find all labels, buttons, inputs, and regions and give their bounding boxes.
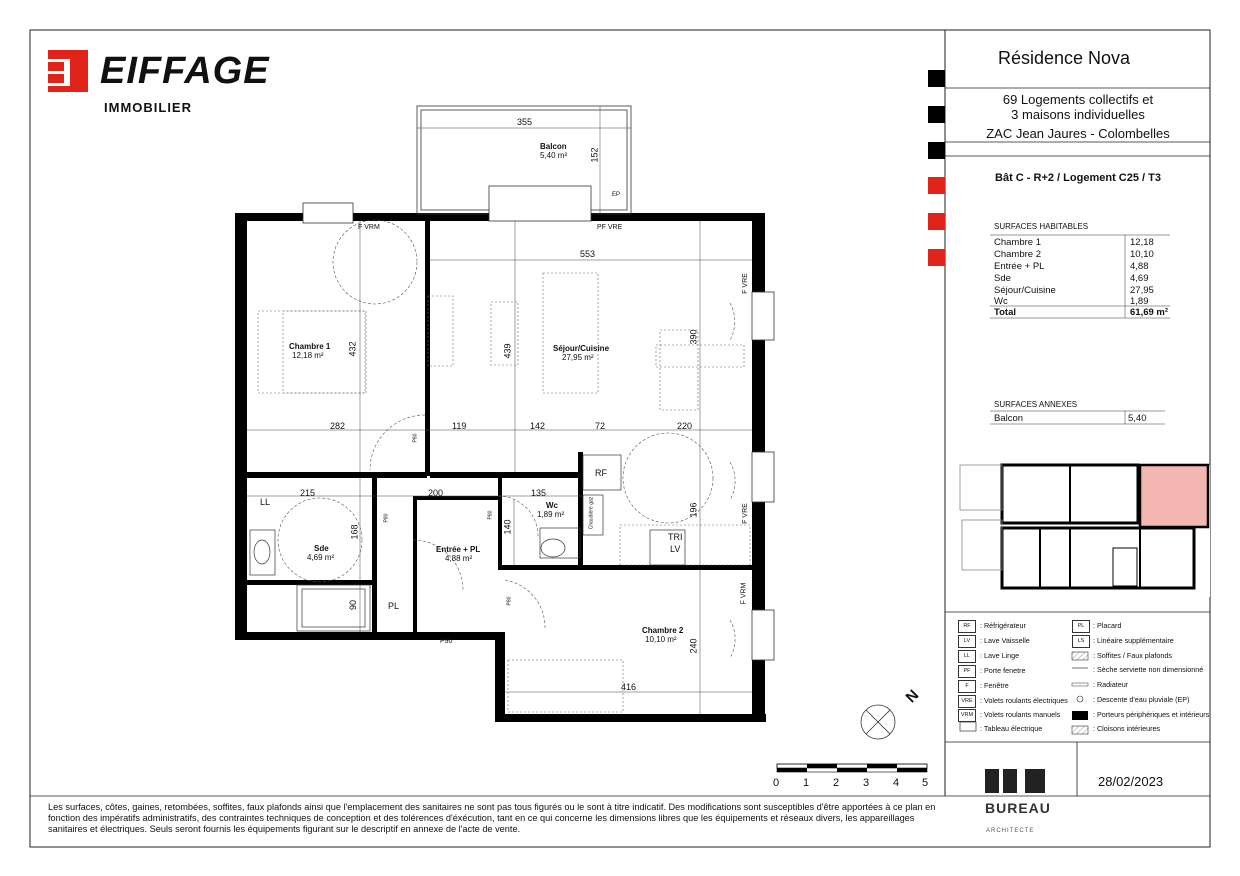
legend-code: VRE — [958, 695, 976, 708]
legend-code: PF — [958, 665, 976, 678]
dim-140: 140 — [502, 519, 513, 535]
dim-215: 215 — [300, 488, 316, 498]
label-f-vrm-top: F VRM — [358, 224, 380, 231]
door-swings — [278, 220, 735, 658]
surface-row-value: 10,10 — [1130, 249, 1154, 260]
dim-553: 553 — [580, 249, 596, 259]
label-f-vrm-right: F VRM — [740, 582, 748, 605]
surface-row-value: 27,95 — [1130, 285, 1154, 296]
legend-code: F — [958, 680, 976, 693]
brand-subtitle: IMMOBILIER — [104, 100, 192, 115]
dim-439: 439 — [502, 343, 513, 359]
legend-label: : Réfrigérateur — [980, 621, 1026, 630]
scale-tick: 5 — [922, 777, 929, 789]
label-f-vre-2: F VRE — [741, 503, 749, 524]
label-p80-1: P80 — [412, 433, 419, 443]
label-p90-bottom: P90 — [440, 638, 453, 645]
dim-72: 72 — [595, 421, 606, 431]
plan-walls — [235, 213, 766, 722]
dim-119: 119 — [452, 421, 467, 431]
north-arrow — [861, 705, 895, 739]
label-lv: LV — [670, 544, 681, 554]
north-label: N — [902, 686, 923, 707]
room-entree-name: Entrée + PL — [436, 545, 481, 554]
legend-code: LL — [958, 650, 976, 663]
surface-row-name: Sde — [994, 273, 1011, 284]
dim-282: 282 — [330, 421, 346, 431]
scale-tick: 3 — [863, 777, 870, 789]
key-plan — [960, 465, 1210, 597]
label-tri: TRI — [668, 532, 683, 542]
legend-code: VRM — [958, 709, 976, 722]
surface-row-name: Chambre 2 — [994, 249, 1041, 260]
dim-142: 142 — [530, 421, 546, 431]
dim-90: 90 — [348, 599, 359, 611]
legend-label: : Sèche serviette non dimensionné — [1093, 665, 1204, 674]
legend-code: PL — [1072, 620, 1090, 633]
dim-196: 196 — [688, 502, 699, 518]
dim-135: 135 — [531, 488, 547, 498]
surface-row-value: 4,88 — [1130, 261, 1149, 272]
label-p80-3: P80 — [487, 510, 494, 520]
legend-label: : Linéaire supplémentaire — [1093, 636, 1174, 645]
dim-200: 200 — [428, 488, 444, 498]
annexe-row-name: Balcon — [994, 413, 1024, 424]
surface-total-value: 61,69 m² — [1130, 307, 1169, 318]
legend-label: : Soffites / Faux plafonds — [1093, 651, 1172, 660]
surface-row-value: 12,18 — [1130, 237, 1154, 248]
legend-code: RF — [958, 620, 976, 633]
architect-logo-mark — [985, 769, 1045, 793]
dim-390: 390 — [688, 329, 699, 345]
legend-label: : Fenêtre — [980, 681, 1009, 690]
label-ll: LL — [260, 497, 271, 507]
legend-label: : Radiateur — [1093, 680, 1129, 689]
legend-label: : Volets roulants électriques — [980, 696, 1068, 705]
surface-row-name: Wc — [994, 296, 1008, 307]
legend-label: : Cloisons intérieures — [1093, 724, 1161, 733]
surfaces-annexes-heading: SURFACES ANNEXES — [994, 400, 1078, 409]
location: ZAC Jean Jaures - Colombelles — [986, 126, 1170, 141]
legend-symbols — [960, 652, 1088, 734]
scale-tick: 4 — [893, 777, 900, 789]
legend-label: : Porte fenetre — [980, 666, 1026, 675]
legend-label: : Porteurs périphériques et intérieurs — [1093, 710, 1210, 719]
surface-row-name: Séjour/Cuisine — [994, 285, 1056, 296]
label-p80-2: P80 — [383, 513, 390, 523]
label-pl: PL — [388, 601, 400, 611]
scale-tick: 0 — [773, 777, 780, 789]
legend-label: : Descente d'eau pluviale (EP) — [1093, 695, 1190, 704]
dim-355: 355 — [517, 117, 533, 127]
annexe-row-value: 5,40 — [1128, 413, 1147, 424]
room-entree-area: 4,88 m² — [445, 554, 473, 563]
room-balcon-name: Balcon — [540, 142, 567, 151]
room-chambre1-name: Chambre 1 — [289, 342, 331, 351]
description-line-1: 69 Logements collectifs et — [1002, 92, 1154, 107]
room-chambre2-area: 10,10 m² — [645, 635, 677, 644]
dim-432: 432 — [347, 341, 358, 357]
architect-logo-text: BUREAU — [985, 800, 1051, 816]
room-sde-area: 4,69 m² — [307, 553, 335, 562]
dim-240: 240 — [688, 638, 699, 654]
legend-label: : Placard — [1093, 621, 1122, 630]
surface-row-value: 1,89 — [1130, 296, 1149, 307]
surface-row-value: 4,69 — [1130, 273, 1149, 284]
label-pf-vre: PF VRE — [597, 224, 623, 231]
description-line-2: 3 maisons individuelles — [1011, 107, 1145, 122]
legend-label: : Lave Linge — [980, 651, 1020, 660]
dim-152: 152 — [589, 147, 600, 163]
surface-total-label: Total — [994, 307, 1016, 318]
plan-date: 28/02/2023 — [1098, 774, 1164, 789]
room-chambre1-area: 12,18 m² — [292, 351, 324, 360]
scale-tick: 2 — [833, 777, 840, 789]
dim-168: 168 — [349, 524, 360, 540]
legend-label: : Tableau électrique — [980, 724, 1043, 733]
label-chaudiere: Chaudière gaz — [588, 496, 595, 530]
room-chambre2-name: Chambre 2 — [642, 626, 684, 635]
room-wc-area: 1,89 m² — [537, 510, 565, 519]
scale-bar — [777, 764, 927, 772]
room-wc-name: Wc — [546, 501, 558, 510]
lot-title: Bât C - R+2 / Logement C25 / T3 — [995, 172, 1161, 184]
surfaces-habitables-heading: SURFACES HABITABLES — [994, 222, 1089, 231]
dim-220: 220 — [677, 421, 693, 431]
room-sejour-area: 27,95 m² — [562, 353, 594, 362]
disclaimer-text: Les surfaces, côtes, gaines, retombées, soffites, faux plafonds ainsi que l'emplacement des sanitaires ne sont pas tous figurés ou le sont à titre indicatif. Des modifications sont susceptibles d'être apportées à ce plan en fonction des impératifs administratifs, des contraintes techniques de conception et des tolérences d'éxécution, tant en ce qui concerne les dimensions libres que les équipements et réseaux divers, les appareillages sanitaires et électriques. Seuls seront fournis les équipements figurant sur le descriptif en annexe de l'acte de vente. — [48, 802, 936, 834]
legend-code: LS — [1072, 635, 1090, 648]
scale-tick: 1 — [803, 777, 810, 789]
room-sde-name: Sde — [314, 544, 329, 553]
surface-row-name: Entrée + PL — [994, 261, 1045, 272]
legend-label: : Lave Vaisselle — [980, 636, 1030, 645]
eiffage-logo-mark — [48, 50, 88, 92]
dim-416: 416 — [621, 682, 637, 692]
brand-name: EIFFAGE — [100, 50, 270, 92]
label-p80-4: P80 — [506, 596, 513, 606]
room-sejour-name: Séjour/Cuisine — [553, 344, 610, 353]
surface-row-name: Chambre 1 — [994, 237, 1041, 248]
label-rf: RF — [595, 468, 607, 478]
label-ep: EP — [612, 192, 621, 198]
residence-title: Résidence Nova — [997, 48, 1131, 68]
architect-logo-sub: ARCHITECTE — [986, 828, 1035, 834]
legend-label: : Volets roulants manuels — [980, 710, 1061, 719]
room-balcon-area: 5,40 m² — [540, 151, 568, 160]
legend-code: LV — [958, 635, 976, 648]
label-f-vre-1: F VRE — [741, 273, 749, 294]
